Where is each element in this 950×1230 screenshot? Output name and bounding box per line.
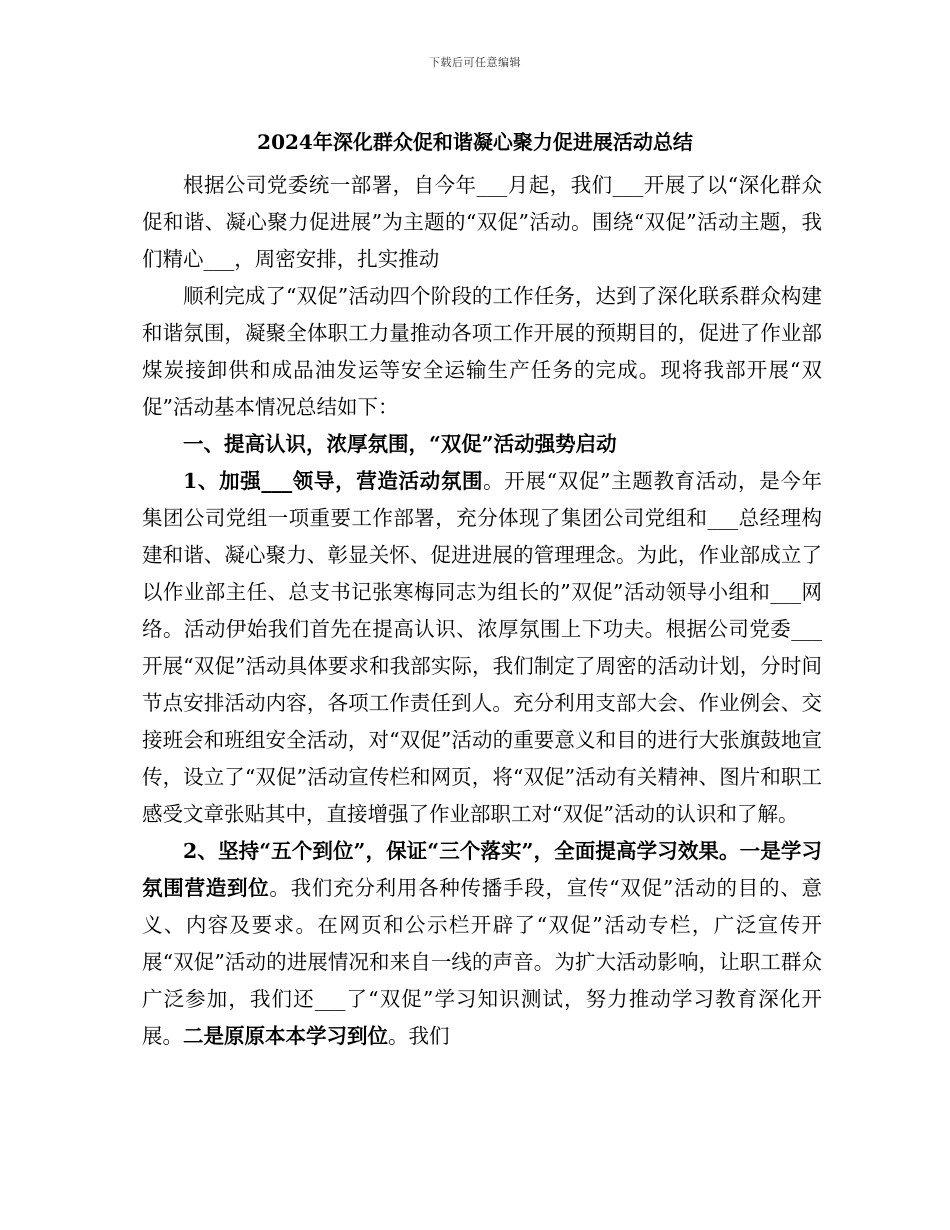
section-heading-1 [142, 426, 822, 463]
paragraph-4-lead: 2、坚持“五个到位”，保证“三个落实”，全面提高学习效果。 [183, 839, 740, 863]
page-header: 下载后可任意编辑 [429, 56, 521, 69]
paragraph-4-lead-3: 二是原原本本学习到位 [183, 1024, 388, 1048]
paragraph-3-text: 。开展“双促”主题教育活动，是今年集团公司党组一项重要工作部署，充分体现了集团公司党组和___总经理构建和谐、凝心聚力、彰显关怀、促进进展的管理理念。为此，作业部成立了以作业部主任、总支书记张寒梅同志为组长的”双促”活动领导小组和___网络。活动伊始我们首先在提高认识、浓厚氛围上下功夫。根据公司党委___开展“双促”活动具体要求和我部实际，我们制定了周密的活动计划，分时间节点安排活动内容，各项工作责任到人。充分利用支部大会、作业例会、交接班会和班组安全活动，对“双促”活动的重要意义和目的进行大张旗鼓地宣传，设立了“双促”活动宣传栏和网页，将“双促”活动有关精神、图片和职工感受文章张贴其中，直接增强了作业部职工对“双促”活动的认识和了解。 [142, 469, 822, 826]
paragraph-3 [142, 463, 822, 833]
paragraph-4-lead-2: 一是学习氛围营造到位 [142, 839, 823, 900]
paragraph-3-lead: 1、加强___领导，营造活动氛围 [183, 469, 484, 493]
document-title: 2024年深化群众促和谐凝心聚力促进展活动总结 [257, 130, 693, 154]
paragraph-1 [142, 167, 822, 278]
paragraph-2 [142, 278, 822, 426]
paragraph-4-text: 。我们充分利用各种传播手段，宣传“双促”活动的目的、意义、内容及要求。在网页和公示栏开辟了“双促”活动专栏，广泛宣传开展“双促”活动的进展情况和来自一线的声音。为扩大活动影响，让职工群众广泛参加，我们还___了“双促”学习知识测试，努力推动学习教育深化开展。 [142, 876, 822, 1048]
paragraph-4 [142, 833, 822, 1055]
paragraph-4-text-2: 。我们 [388, 1024, 450, 1048]
document-body [142, 167, 822, 1055]
section-heading-1-text: 一、提高认识，浓厚氛围，“双促”活动强势启动 [183, 432, 617, 456]
paragraph-2-text: 顺利完成了“双促”活动四个阶段的工作任务，达到了深化联系群众构建和谐氛围，凝聚全体职工力量推动各项工作开展的预期目的，促进了作业部煤炭接卸供和成品油发运等安全运输生产任务的完成。现将我部开展“双促”活动基本情况总结如下： [142, 284, 822, 419]
paragraph-1-text: 根据公司党委统一部署，自今年___月起，我们___开展了以“深化群众促和谐、凝心聚力促进展”为主题的“双促”活动。围绕“双促”活动主题，我们精心___，周密安排，扎实推动 [142, 173, 822, 271]
